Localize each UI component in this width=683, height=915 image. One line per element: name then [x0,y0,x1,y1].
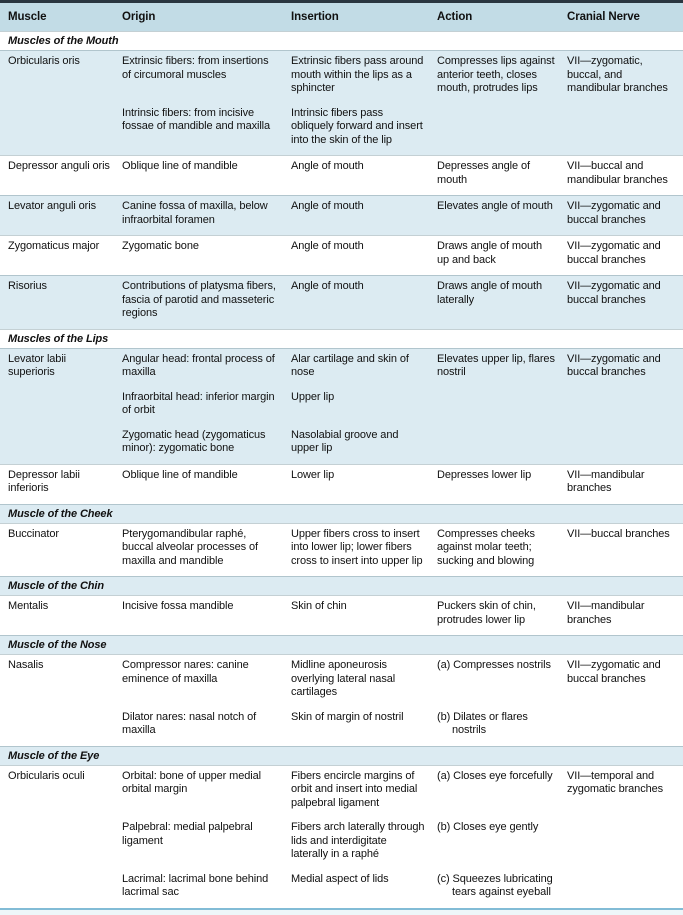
origin-cell: Canine fossa of maxilla, below infraorbital foramen [122,200,268,226]
origin-cell: Lacrimal: lacrimal bone behind lacrimal sac [122,872,269,898]
insertion-cell: Angle of mouth [291,240,364,252]
insertion-cell: Extrinsic fibers pass around mouth within the lips as a sphincter [291,55,424,94]
origin-cell: Infraorbital head: inferior margin of orbit [122,390,275,416]
column-header-cranial-nerve: Cranial Nerve [567,11,640,23]
action-cell: Elevates angle of mouth [437,200,553,212]
nerve-cell: VII—zygomatic and buccal branches [567,280,661,306]
muscle-cell: Depressor anguli oris [8,160,110,172]
muscle-cell [0,429,122,456]
muscle-cell: Depressor labii inferioris [8,468,80,494]
table-row [0,275,683,329]
table-row [0,654,683,746]
muscle-cell [0,391,122,418]
action-cell: (a) Compresses nostrils [437,659,551,671]
muscle-cell: Orbicularis oculi [8,769,85,782]
section-header: Muscle of the Cheek [0,504,683,523]
insertion-cell: Skin of margin of nostril [291,710,404,723]
table-subrow [0,280,683,321]
origin-cell: Incisive fossa mandible [122,600,234,612]
table-row [0,595,683,635]
nerve-cell: VII—zygomatic and buccal branches [567,659,661,685]
nerve-cell: VII—zygomatic, buccal, and mandibular branches [567,55,668,94]
action-cell [437,391,567,418]
section-header: Muscles of the Lips [0,329,683,348]
insertion-cell: Midline aponeurosis overlying lateral nasal cartilages [291,659,396,698]
table-row [0,765,683,908]
section-header: Muscle of the Eye [0,746,683,765]
nerve-cell [567,391,683,418]
action-cell: Draws angle of mouth laterally [437,280,542,306]
table-row [0,464,683,504]
origin-cell: Angular head: frontal process of maxilla [122,352,275,378]
table-subrow [0,711,683,738]
section-header: Muscle of the Nose [0,635,683,654]
column-header-action: Action [437,11,473,23]
table-row [0,348,683,464]
section-header: Muscle of the Chin [0,576,683,595]
table-subrow [0,659,683,700]
insertion-cell: Alar cartilage and skin of nose [291,352,409,378]
muscle-cell: Zygomaticus major [8,240,100,252]
table-subrow [0,469,683,496]
action-cell: Puckers skin of chin, protrudes lower lip [437,600,536,626]
table-subrow [0,353,683,380]
muscle-cell [0,821,122,862]
muscle-cell: Levator anguli oris [8,200,96,212]
table-subrow [0,770,683,811]
action-cell: (b) Dilates or flares nostrils [437,710,528,736]
table-subrow [0,200,683,227]
origin-cell: Intrinsic fibers: from incisive fossae of mandible and maxilla [122,106,271,132]
table-subrow [0,107,683,148]
section-header: Muscles of the Mouth [0,31,683,50]
table-body [0,31,683,910]
nerve-cell: VII—zygomatic and buccal branches [567,200,661,226]
insertion-cell: Fibers encircle margins of orbit and insert into medial palpebral ligament [291,769,418,809]
insertion-cell: Intrinsic fibers pass obliquely forward and insert into the skin of the lip [291,106,423,146]
origin-cell: Compressor nares: canine eminence of maxilla [122,659,249,685]
insertion-cell: Medial aspect of lids [291,872,389,885]
muscle-cell: Mentalis [8,600,49,612]
insertion-cell: Upper lip [291,390,335,403]
origin-cell: Oblique line of mandible [122,160,238,172]
nerve-cell: VII—buccal and mandibular branches [567,160,668,186]
muscle-cell: Risorius [8,280,47,292]
table-header-row [0,3,683,31]
table-row [0,523,683,577]
action-cell: Draws angle of mouth up and back [437,240,542,266]
table-subrow [0,528,683,569]
bottom-strip [0,910,683,915]
origin-cell: Dilator nares: nasal notch of maxilla [122,710,257,736]
nerve-cell [567,711,683,738]
nerve-cell: VII—mandibular branches [567,468,645,494]
action-cell: (c) Squeezes lubricating tears against eyeball [437,872,553,898]
origin-cell: Zygomatic bone [122,240,199,252]
origin-cell: Palpebral: medial palpebral ligament [122,821,253,847]
action-cell [437,107,567,148]
nerve-cell [567,873,683,900]
insertion-cell: Angle of mouth [291,200,364,212]
table-subrow [0,600,683,627]
table-subrow [0,821,683,862]
action-cell: Elevates upper lip, flares nostril [437,352,555,378]
insertion-cell: Lower lip [291,468,335,481]
table-row [0,235,683,275]
action-cell [437,429,567,456]
insertion-cell: Angle of mouth [291,160,364,172]
muscle-cell: Levator labii superioris [8,352,67,378]
insertion-cell: Upper fibers cross to insert into lower lip; lower fibers cross to insert into upper lip [291,527,423,567]
action-cell: Compresses cheeks against molar teeth; sucking and blowing [437,527,535,567]
nerve-cell: VII—temporal and zygomatic branches [567,769,664,795]
table-subrow [0,429,683,456]
table-subrow [0,391,683,418]
nerve-cell: VII—mandibular branches [567,600,645,626]
insertion-cell: Fibers arch laterally through lids and interdigitate laterally in a raphé [291,821,425,860]
action-cell: (a) Closes eye forcefully [437,769,553,782]
origin-cell: Zygomatic head (zygomaticus minor): zygomatic bone [122,428,266,454]
action-cell: Depresses angle of mouth [437,160,530,186]
muscle-cell [0,107,122,148]
nerve-cell: VII—buccal branches [567,527,670,540]
nerve-cell [567,821,683,862]
muscle-cell: Nasalis [8,659,44,671]
nerve-cell: VII—zygomatic and buccal branches [567,352,661,378]
action-cell: Depresses lower lip [437,468,532,481]
table-subrow [0,55,683,96]
nerve-cell: VII—zygomatic and buccal branches [567,240,661,266]
table-subrow [0,160,683,187]
muscle-cell [0,873,122,900]
insertion-cell: Skin of chin [291,600,347,612]
insertion-cell: Nasolabial groove and upper lip [291,428,399,454]
action-cell: (b) Closes eye gently [437,821,539,833]
muscle-cell: Buccinator [8,527,59,540]
column-header-origin: Origin [122,11,156,23]
nerve-cell [567,429,683,456]
table-subrow [0,873,683,900]
origin-cell: Orbital: bone of upper medial orbital margin [122,769,261,795]
table-subrow [0,240,683,267]
insertion-cell: Angle of mouth [291,280,364,292]
column-header-muscle: Muscle [8,11,47,23]
muscle-cell [0,711,122,738]
nerve-cell [567,107,683,148]
origin-cell: Pterygomandibular raphé, buccal alveolar processes of maxilla and mandible [122,527,258,567]
table-row [0,155,683,195]
table-row [0,50,683,155]
origin-cell: Extrinsic fibers: from insertions of circumoral muscles [122,55,269,81]
muscle-cell: Orbicularis oris [8,55,80,67]
action-cell: Compresses lips against anterior teeth, closes mouth, protrudes lips [437,55,555,94]
origin-cell: Contributions of platysma fibers, fascia of parotid and masseteric regions [122,280,276,319]
column-header-insertion: Insertion [291,11,339,23]
origin-cell: Oblique line of mandible [122,468,238,481]
table-row [0,195,683,235]
